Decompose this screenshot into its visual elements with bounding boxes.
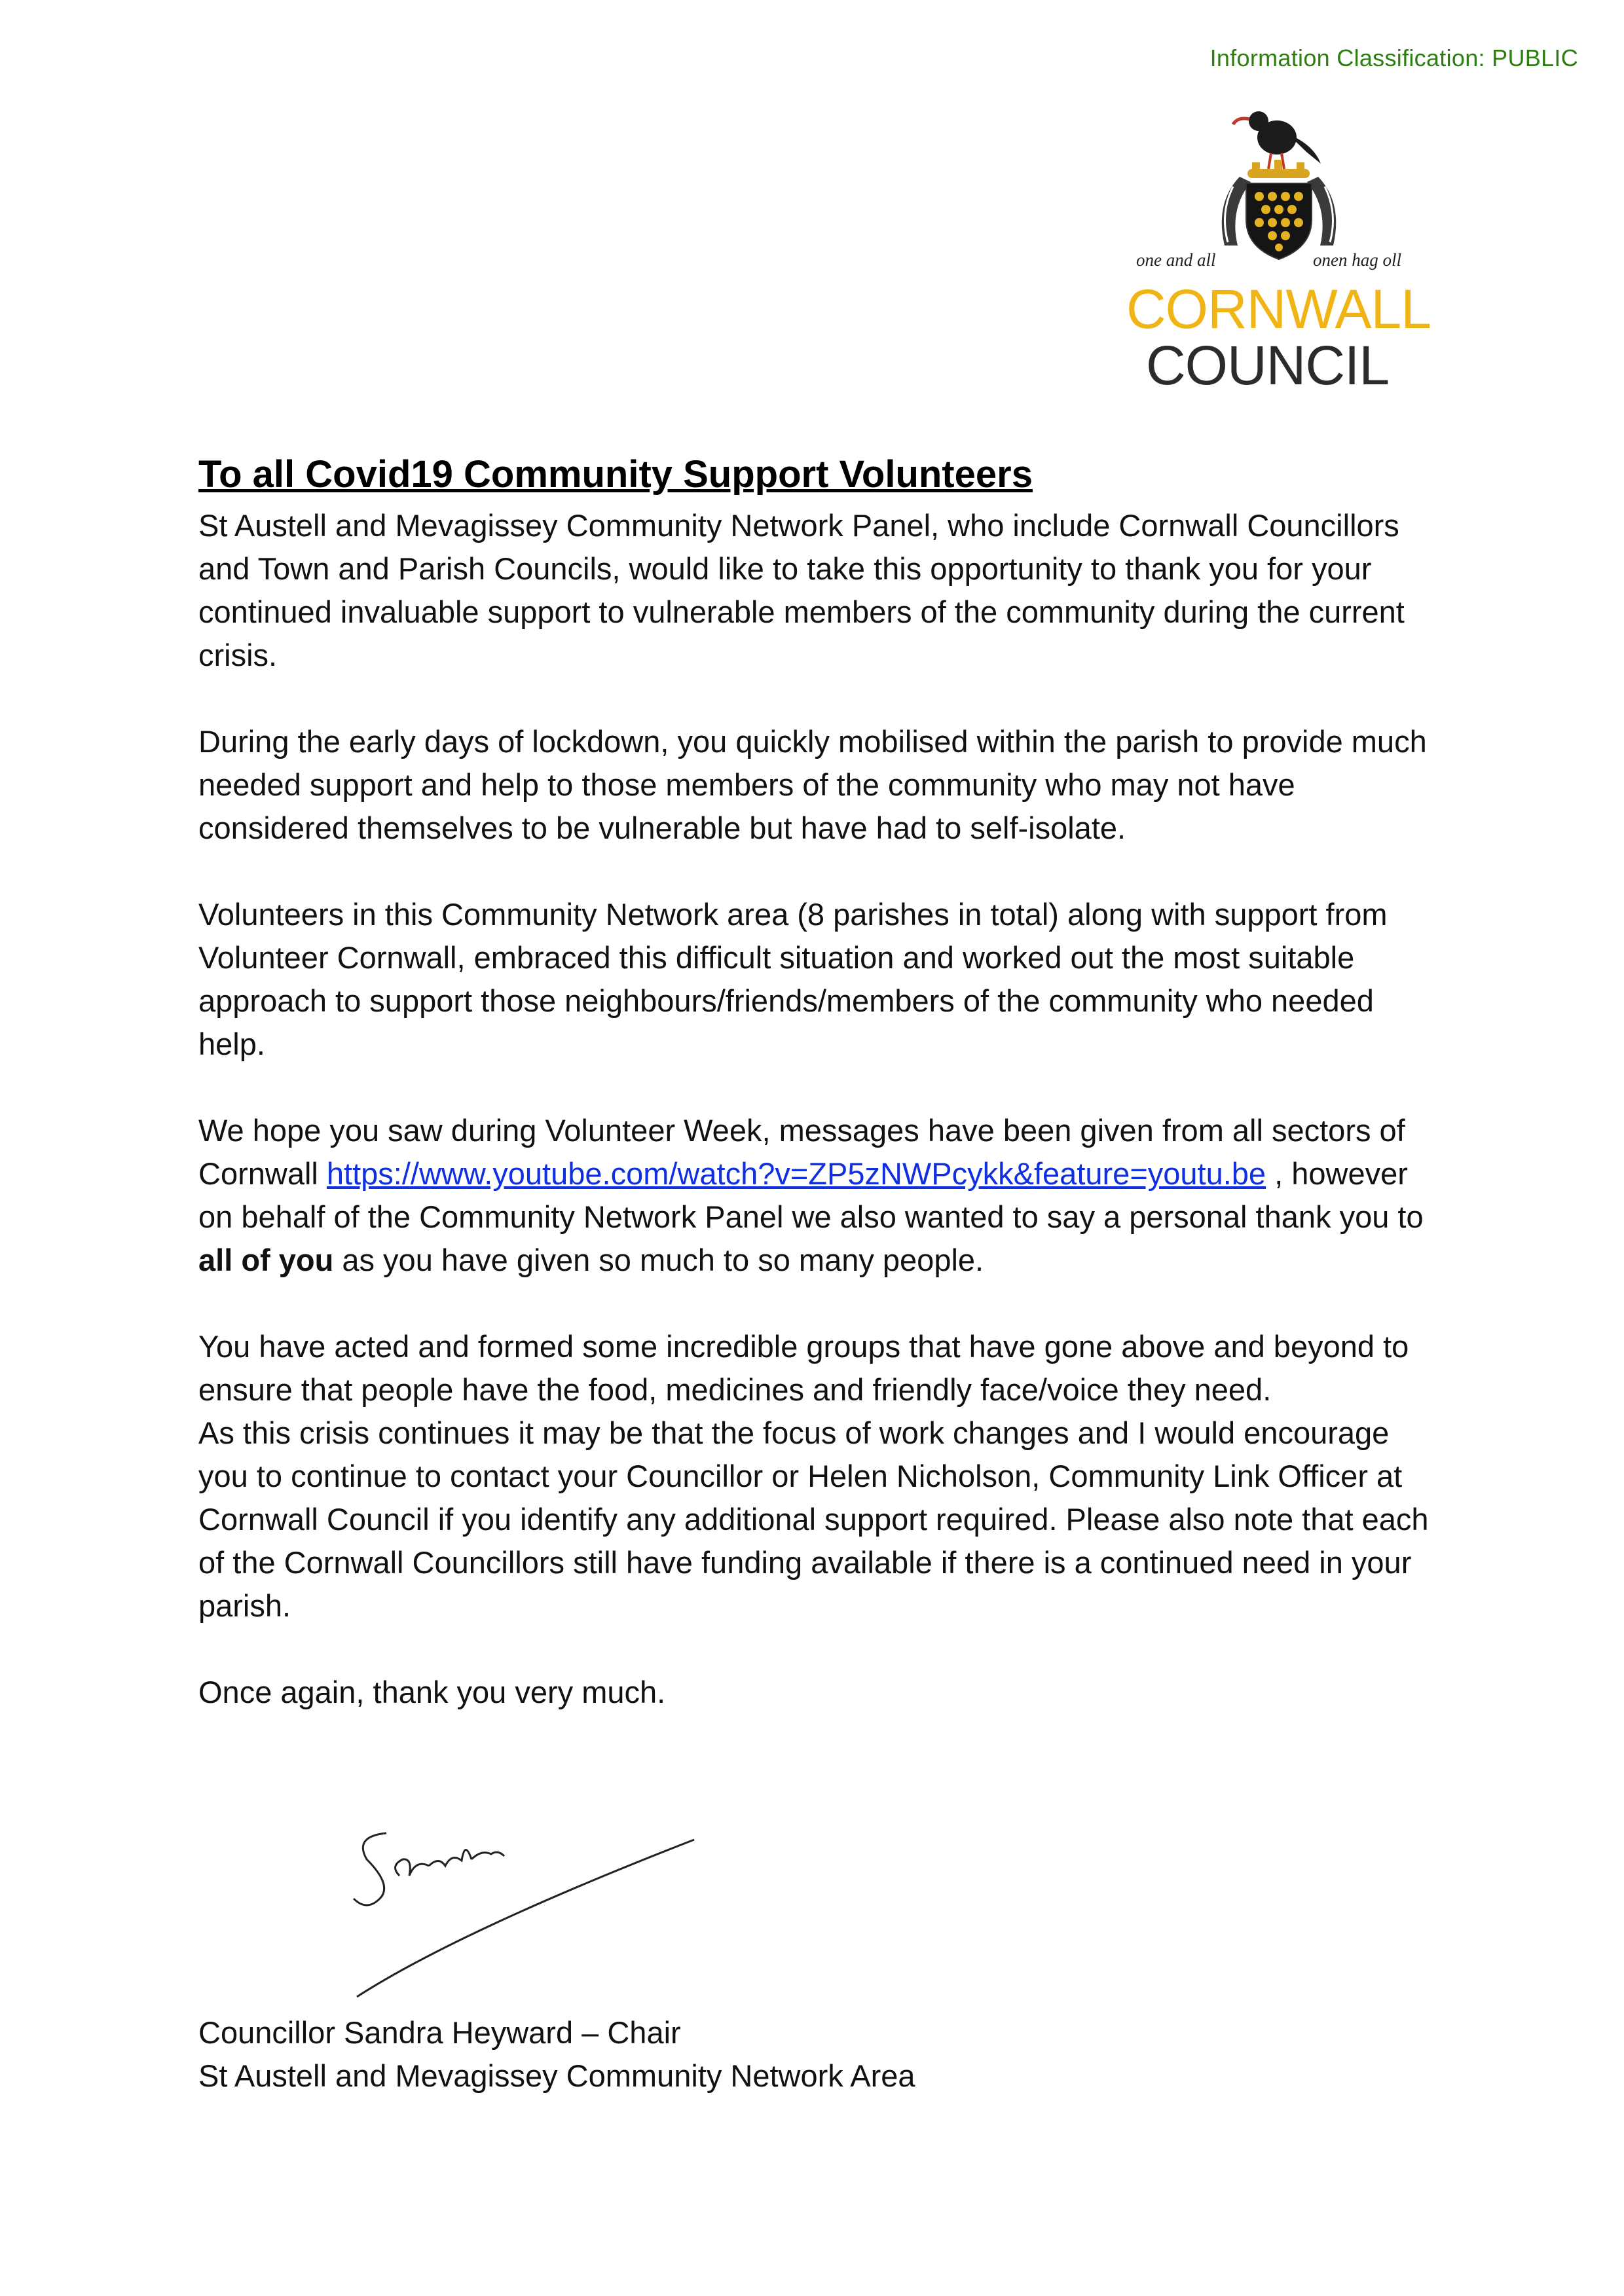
- paragraph-4-text-c: as you have given so much to so many people.: [333, 1242, 984, 1277]
- paragraph-4-text-b: , however on behalf of the Community Network Panel we also wanted to say a personal thank you to: [198, 1156, 1424, 1234]
- paragraph-2: During the early days of lockdown, you quickly mobilised within the parish to provide much needed support and help to those members of the community who may not have considered themselves to be vulnerable but have had to self-isolate.: [198, 723, 1427, 845]
- logo-brand-line2: COUNCIL: [1146, 335, 1390, 396]
- paragraph-7: Once again, thank you very much.: [198, 1674, 666, 1709]
- cornwall-council-logo: [1116, 105, 1431, 399]
- logo-brand-line1: CORNWALL: [1126, 278, 1431, 340]
- paragraph-4: [198, 1109, 1443, 1282]
- paragraph-1: St Austell and Mevagissey Community Network Panel, who include Cornwall Councillors and Town and Parish Councils, would like to take this opportunity to thank you for your continued invaluable support to vulnerable members of the community during the current crisis.: [198, 507, 1405, 672]
- motto-right: onen hag oll: [1313, 250, 1401, 270]
- youtube-link[interactable]: https://www.youtube.com/watch?v=ZP5zNWPcykk&feature=youtu.be: [326, 1156, 1266, 1191]
- paragraph-4-bold: all of you: [198, 1242, 334, 1277]
- signoff-area: St Austell and Mevagissey Community Network Area: [198, 2058, 915, 2093]
- paragraph-5: You have acted and formed some incredible groups that have gone above and beyond to ensure that people have the food, medicines and friendly face/voice they need.: [198, 1328, 1409, 1407]
- paragraph-6: As this crisis continues it may be that the focus of work changes and I would encourage you to continue to contact your Councillor or Helen Nicholson, Community Link Officer at Cornwall Council if you identify any additional support required. Please also note that each of the Cornwall Councillors still have funding available if there is a continued need in your parish.: [198, 1415, 1429, 1623]
- sign-off: [198, 2011, 915, 2098]
- letter-title: To all Covid19 Community Support Volunteers: [198, 453, 1033, 496]
- letter-body: [198, 452, 1443, 1757]
- paragraph-4-text-a: We hope you saw during Volunteer Week, messages have been given from all sectors of Cornwall: [198, 1112, 1405, 1191]
- motto-left: one and all: [1136, 250, 1216, 270]
- coat-of-arms-icon: [1116, 105, 1424, 262]
- classification-label: Information Classification: PUBLIC: [1209, 45, 1578, 71]
- signoff-name: Councillor Sandra Heyward – Chair: [198, 2015, 681, 2050]
- handwritten-signature: [341, 1813, 707, 2003]
- paragraph-3: Volunteers in this Community Network area (8 parishes in total) along with support from Volunteer Cornwall, embraced this difficult situation and worked out the most suitable approach to support those neighbours/friends/members of the community who needed help.: [198, 896, 1388, 1061]
